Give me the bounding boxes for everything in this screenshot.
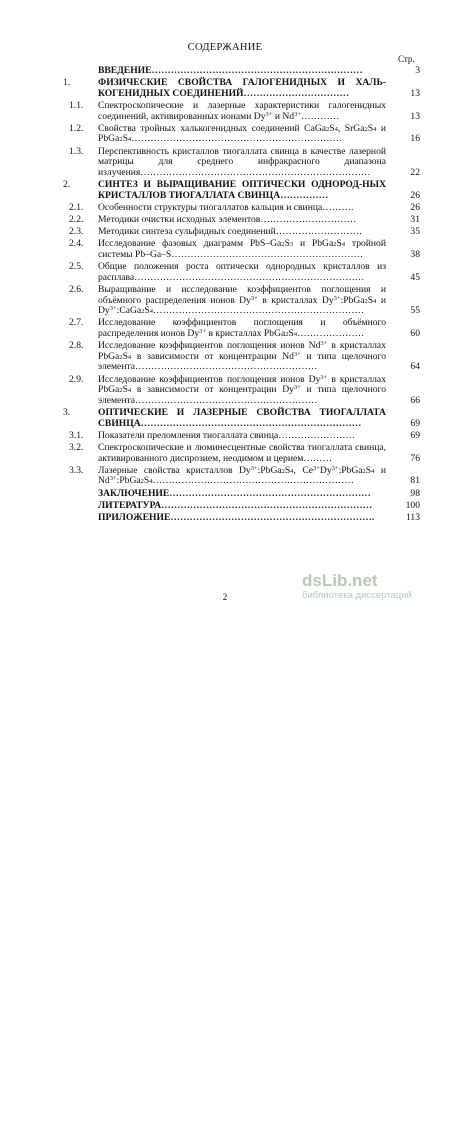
toc-entry [0,66,450,77]
toc-entry-page: 22 [410,166,420,178]
toc-entry [0,513,450,524]
toc-entry-title: Перспективность кристаллов тиогаллата свинца в качестве лазерной матрицы для среднего инфракрасного диапазона излучения……………………………………………………………… [98,145,386,178]
page-number: 2 [222,592,228,602]
toc-entry-number: 1.3. [69,145,84,157]
toc-entry [0,341,450,373]
toc-entry-page: 100 [405,499,420,511]
toc-entry-page: 81 [410,475,420,487]
toc-entry [0,318,450,339]
toc-entry-number: 1. [63,77,71,89]
toc-entry-number: 2.1. [69,201,84,213]
toc-entry-title: Спектроскопические и лазерные характеристики галогенидных соединений, активированных ионами $Dy^{3+}$ и $Nd^{3+}\dots\dots\dots\dots$ [98,100,386,122]
toc-entry [0,203,450,214]
toc-entry [0,262,450,283]
toc-entry-page: 35 [410,226,420,238]
toc-entry-title: Исследование коэффициентов поглощения ионов $Dy^{3+}$ в кристаллах $PbGa_2S_4$ в зависимости от концентрации $Dy^{3+}$ и типа щелочного элемента………………………………………………… [98,373,386,406]
page-title: СОДЕРЖАНИЕ [187,42,263,53]
toc-entry-title: ЗАКЛЮЧЕНИЕ……………………………………………………… [98,487,371,499]
toc-entry-number: 2.9. [69,373,84,385]
toc-entry-number: 3.1. [69,429,84,441]
toc-entry-page: 31 [410,214,420,225]
toc-entry-number: 2.5. [69,261,84,273]
watermark-caption: библиотека диссертаций [302,590,412,601]
toc-entry-page: 26 [410,189,420,201]
toc-entry-page: 64 [410,361,420,373]
toc-entry-page: 113 [405,512,420,523]
toc-entry-page: 3 [415,65,420,76]
toc-entry-title: Методики очистки исходных элементов………………………… [98,214,357,225]
toc-entry-number: 2.4. [69,238,84,250]
toc-entry [0,180,450,201]
toc-entry [0,78,450,99]
toc-entry [0,101,450,122]
toc-entry-number: 2.6. [69,284,84,295]
toc-entry-title: Лазерные свойства кристаллов $Dy^{3+}:PbGa_2S_4$, $Ce^{3+}Dy^{3+}:PbGa_2S_4$ и $Nd^{3+}:PbGa_2S_4\dots\dots\dots\dots\dots\dots\dots\dots\dots\dots\dots\dots\dots\dots\dots\dots\dots\dots\dots\dots\dots$ [98,464,386,487]
toc-entry-title: ОПТИЧЕСКИЕ И ЛАЗЕРНЫЕ СВОЙСТВА ТИОГАЛЛАТА СВИНЦА…………………………………………………………… [98,407,386,429]
toc-entry-page: 26 [410,201,420,213]
toc-entry-page: 13 [410,110,420,122]
toc-entry [0,375,450,407]
toc-entry-page: 66 [410,394,420,406]
toc-entry-number: 2.2. [69,214,84,225]
toc-entry-title: ЛИТЕРАТУРА………………………………………………………… [98,499,373,511]
toc-entry-title: Показатели преломления тиогаллата свинца…………………… [98,429,356,441]
toc-entry-number: 3. [63,407,71,418]
toc-entry [0,501,450,512]
toc-entry-title: Спектроскопические и люминесцентные свойства тиогаллата свинца, активированного диспрозием, неодимом и церием……… [98,442,386,464]
toc-entry-page: 60 [410,327,420,339]
toc-entry [0,285,450,317]
toc-entry-page: 55 [410,305,420,317]
toc-entry [0,239,450,260]
toc-entry-title: Исследование коэффициентов поглощения и объёмного распределения ионов $Dy^{3+}$ в кристаллах $PbGa_2S_4\dots\dots\dots\dots\dots\dots\dots$ [98,317,386,339]
toc-entry-page: 69 [410,429,420,441]
toc-entry [0,215,450,226]
toc-entry-title: Исследование фазовых диаграмм PbS–$Ga_2S_3$ и $PbGa_2S_4$ тройной системы Pb–Ga–S…………………………………………………… [98,238,386,260]
toc-entry-title: Свойства тройных халькогенидных соединений $CaGa_2S_4$, $SrGa_2S_4$ и $PbGa_2S_4\dots\dots\dots\dots\dots\dots\dots\dots\dots\dots\dots\dots\dots\dots\dots\dots\dots\dots\dots\dots\dots\dots$ [98,122,386,145]
toc-entry-page: 45 [410,271,420,283]
toc-entry-page: 16 [410,133,420,145]
toc-entry-title: Общие положения роста оптически однородных кристаллов из расплава……………………………………………………………… [98,261,386,283]
toc-entry-number: 2. [63,179,71,190]
toc-entry [0,431,450,442]
toc-entry-title: Особенности структуры тиогаллатов кальция и свинца………. [98,201,354,213]
watermark-logo-text: dsLib.net [302,571,378,590]
toc-entry [0,408,450,429]
toc-entry-number: 1.2. [69,122,84,134]
toc-entry-page: 38 [410,248,420,260]
toc-entry-page: 98 [410,487,420,499]
toc-entry [0,147,450,179]
toc-entry-number: 3.3. [69,464,84,476]
toc-entry-number: 2.8. [69,340,84,352]
toc-entry-title: Методики синтеза сульфидных соединений……………………… [98,226,363,238]
toc-entry-title: Выращивание и исследование коэффициентов поглощения и объёмного распределения ионов $Dy^{3+}$ в кристаллах $Dy^{3+}:PbGa_2S_4$ и $Dy^{3+}:CaGa_2S_4\dots\dots\dots\dots\dots\dots\dots\dots\dots\dots\dots\dots\dots\dots\dots\dots\dots\dots\dots\dots\dots\dots$ [98,284,386,317]
toc-entry-title: СИНТЕЗ И ВЫРАЩИВАНИЕ ОПТИЧЕСКИ ОДНОРОД-НЫХ КРИСТАЛЛОВ ТИОГАЛЛАТА СВИНЦА…………… [98,179,386,201]
toc-entry-page: 76 [410,452,420,464]
watermark-logo [302,572,450,616]
toc-entry-number: 3.2. [69,442,84,453]
toc-entry [0,466,450,487]
toc-entry [0,443,450,464]
toc-entry-title: ВВЕДЕНИЕ………………………………………………………… [98,65,363,76]
toc-entry [0,489,450,500]
toc-entry-number: 2.7. [69,317,84,329]
toc-entry-page: 69 [410,417,420,429]
toc-entry-title: Исследование коэффициентов поглощения ионов $Nd^{3+}$ в кристаллах $PbGa_2S_4$ в зависимости от концентрации $Nd^{3+}$ и типа щелочного элемента………………………………………………… [98,340,386,373]
page-column-label: Стр. [398,54,415,64]
toc-entry [0,124,450,145]
toc-entry-number: 1.1. [69,100,84,111]
toc-entry-page: 13 [410,87,420,99]
toc-entry-title: ФИЗИЧЕСКИЕ СВОЙСТВА ГАЛОГЕНИДНЫХ И ХАЛЬ-КОГЕНИДНЫХ СОЕДИНЕНИЙ…………………………… [98,77,386,99]
toc-entry-title: ПРИЛОЖЕНИЕ………………………………………………………. [98,512,375,523]
toc-entry [0,227,450,238]
toc-entry-number: 2.3. [69,226,84,238]
